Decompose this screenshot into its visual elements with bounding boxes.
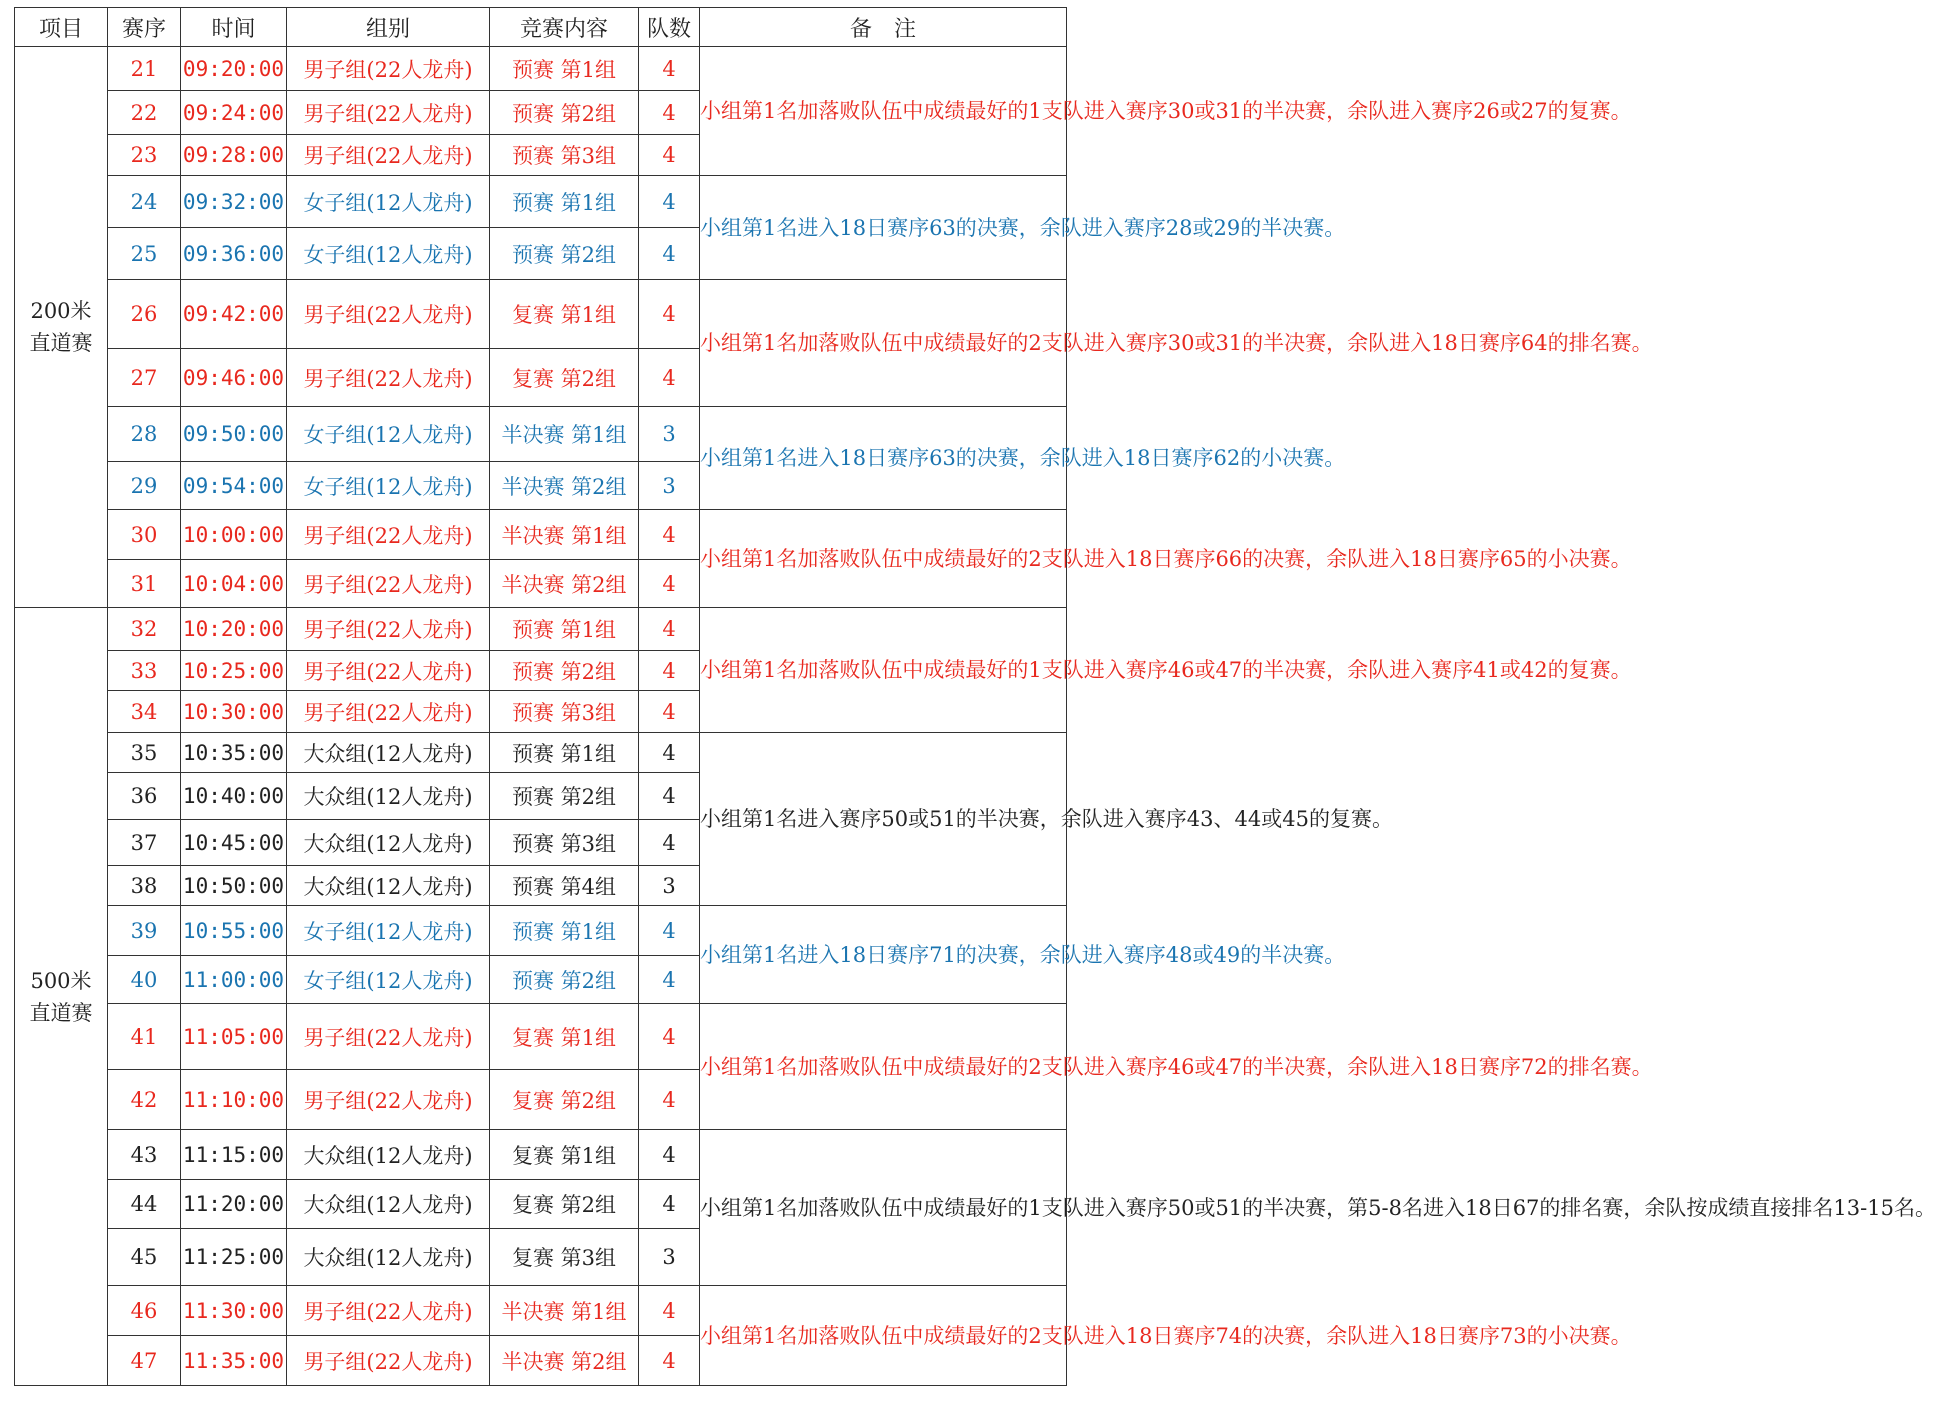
schedule-table [14, 7, 1936, 1386]
content-cell: 复赛 第2组 [490, 1070, 639, 1130]
seq-cell: 40 [108, 956, 181, 1004]
teams-cell: 4 [639, 820, 700, 866]
teams-cell: 4 [639, 651, 700, 691]
time-cell: 09:24:00 [181, 91, 287, 135]
content-cell: 复赛 第2组 [490, 1180, 639, 1229]
content-cell: 复赛 第1组 [490, 1004, 639, 1070]
note-cell: 小组第1名加落败队伍中成绩最好的2支队进入18日赛序66的决赛，余队进入18日赛序65的小决赛。 [700, 510, 1067, 608]
group-cell: 女子组(12人龙舟) [287, 407, 490, 462]
table-row [15, 47, 1067, 91]
content-cell: 复赛 第3组 [490, 1229, 639, 1286]
group-cell: 男子组(22人龙舟) [287, 349, 490, 407]
content-cell: 复赛 第1组 [490, 280, 639, 349]
time-cell: 10:55:00 [181, 906, 287, 956]
group-cell: 女子组(12人龙舟) [287, 906, 490, 956]
note-cell: 小组第1名加落败队伍中成绩最好的2支队进入赛序30或31的半决赛，余队进入18日赛序64的排名赛。 [700, 280, 1067, 407]
seq-cell: 22 [108, 91, 181, 135]
header-row [15, 8, 1067, 47]
teams-cell: 4 [639, 1070, 700, 1130]
time-cell: 10:25:00 [181, 651, 287, 691]
time-cell: 10:04:00 [181, 560, 287, 608]
teams-cell: 4 [639, 280, 700, 349]
group-cell: 女子组(12人龙舟) [287, 462, 490, 510]
time-cell: 10:20:00 [181, 608, 287, 651]
content-cell: 复赛 第1组 [490, 1130, 639, 1180]
section-500m: 500米 直道赛 [15, 608, 108, 1386]
seq-cell: 33 [108, 651, 181, 691]
time-cell: 09:20:00 [181, 47, 287, 91]
group-cell: 男子组(22人龙舟) [287, 1286, 490, 1336]
note-cell: 小组第1名加落败队伍中成绩最好的2支队进入赛序46或47的半决赛，余队进入18日赛序72的排名赛。 [700, 1004, 1067, 1130]
time-cell: 11:20:00 [181, 1180, 287, 1229]
seq-cell: 28 [108, 407, 181, 462]
time-cell: 09:32:00 [181, 176, 287, 228]
teams-cell: 3 [639, 866, 700, 906]
teams-cell: 4 [639, 906, 700, 956]
table-row [15, 407, 1067, 462]
note-cell: 小组第1名进入18日赛序63的决赛，余队进入18日赛序62的小决赛。 [700, 407, 1067, 510]
seq-cell: 41 [108, 1004, 181, 1070]
content-cell: 预赛 第1组 [490, 906, 639, 956]
note-cell: 小组第1名加落败队伍中成绩最好的2支队进入18日赛序74的决赛，余队进入18日赛序73的小决赛。 [700, 1286, 1067, 1386]
teams-cell: 4 [639, 1004, 700, 1070]
teams-cell: 4 [639, 560, 700, 608]
group-cell: 女子组(12人龙舟) [287, 956, 490, 1004]
teams-cell: 4 [639, 1336, 700, 1386]
content-cell: 预赛 第1组 [490, 176, 639, 228]
group-cell: 大众组(12人龙舟) [287, 773, 490, 820]
group-cell: 女子组(12人龙舟) [287, 228, 490, 280]
group-cell: 大众组(12人龙舟) [287, 820, 490, 866]
seq-cell: 39 [108, 906, 181, 956]
content-cell: 预赛 第1组 [490, 47, 639, 91]
header-notes: 备 注 [700, 8, 1067, 47]
seq-cell: 30 [108, 510, 181, 560]
seq-cell: 25 [108, 228, 181, 280]
seq-cell: 42 [108, 1070, 181, 1130]
time-cell: 09:42:00 [181, 280, 287, 349]
table-row [15, 1286, 1067, 1336]
group-cell: 女子组(12人龙舟) [287, 176, 490, 228]
time-cell: 11:15:00 [181, 1130, 287, 1180]
section-200m: 200米 直道赛 [15, 47, 108, 608]
table-row [15, 1004, 1067, 1070]
content-cell: 预赛 第3组 [490, 135, 639, 176]
seq-cell: 36 [108, 773, 181, 820]
teams-cell: 4 [639, 1180, 700, 1229]
time-cell: 11:10:00 [181, 1070, 287, 1130]
table-row [15, 510, 1067, 560]
table-row [15, 608, 1067, 651]
group-cell: 大众组(12人龙舟) [287, 1130, 490, 1180]
table-row [15, 733, 1067, 773]
seq-cell: 34 [108, 691, 181, 733]
group-cell: 男子组(22人龙舟) [287, 608, 490, 651]
group-cell: 男子组(22人龙舟) [287, 135, 490, 176]
teams-cell: 4 [639, 1130, 700, 1180]
note-cell: 小组第1名加落败队伍中成绩最好的1支队进入赛序30或31的半决赛，余队进入赛序26或27的复赛。 [700, 47, 1067, 176]
teams-cell: 4 [639, 349, 700, 407]
time-cell: 10:45:00 [181, 820, 287, 866]
teams-cell: 4 [639, 608, 700, 651]
content-cell: 预赛 第1组 [490, 733, 639, 773]
group-cell: 大众组(12人龙舟) [287, 1229, 490, 1286]
group-cell: 男子组(22人龙舟) [287, 651, 490, 691]
teams-cell: 3 [639, 462, 700, 510]
teams-cell: 4 [639, 91, 700, 135]
content-cell: 预赛 第4组 [490, 866, 639, 906]
seq-cell: 31 [108, 560, 181, 608]
teams-cell: 4 [639, 135, 700, 176]
note-cell: 小组第1名进入18日赛序71的决赛，余队进入赛序48或49的半决赛。 [700, 906, 1067, 1004]
time-cell: 10:50:00 [181, 866, 287, 906]
content-cell: 半决赛 第1组 [490, 510, 639, 560]
note-cell: 小组第1名加落败队伍中成绩最好的1支队进入赛序50或51的半决赛，第5-8名进入18日67的排名赛，余队按成绩直接排名13-15名。 [700, 1130, 1067, 1286]
group-cell: 男子组(22人龙舟) [287, 280, 490, 349]
teams-cell: 4 [639, 956, 700, 1004]
seq-cell: 29 [108, 462, 181, 510]
time-cell: 11:00:00 [181, 956, 287, 1004]
teams-cell: 3 [639, 407, 700, 462]
note-cell: 小组第1名进入赛序50或51的半决赛，余队进入赛序43、44或45的复赛。 [700, 733, 1067, 906]
time-cell: 11:05:00 [181, 1004, 287, 1070]
content-cell: 预赛 第1组 [490, 608, 639, 651]
table-row [15, 280, 1067, 349]
group-cell: 男子组(22人龙舟) [287, 47, 490, 91]
time-cell: 11:25:00 [181, 1229, 287, 1286]
seq-cell: 26 [108, 280, 181, 349]
group-cell: 男子组(22人龙舟) [287, 1004, 490, 1070]
seq-cell: 27 [108, 349, 181, 407]
time-cell: 09:46:00 [181, 349, 287, 407]
time-cell: 10:00:00 [181, 510, 287, 560]
teams-cell: 4 [639, 1286, 700, 1336]
header-teams: 队数 [639, 8, 700, 47]
teams-cell: 4 [639, 176, 700, 228]
content-cell: 预赛 第3组 [490, 820, 639, 866]
time-cell: 09:54:00 [181, 462, 287, 510]
header-group: 组别 [287, 8, 490, 47]
group-cell: 男子组(22人龙舟) [287, 1070, 490, 1130]
content-cell: 预赛 第2组 [490, 228, 639, 280]
note-cell: 小组第1名进入18日赛序63的决赛，余队进入赛序28或29的半决赛。 [700, 176, 1067, 280]
group-cell: 男子组(22人龙舟) [287, 1336, 490, 1386]
content-cell: 半决赛 第1组 [490, 407, 639, 462]
teams-cell: 4 [639, 228, 700, 280]
time-cell: 10:40:00 [181, 773, 287, 820]
seq-cell: 21 [108, 47, 181, 91]
content-cell: 预赛 第2组 [490, 91, 639, 135]
group-cell: 大众组(12人龙舟) [287, 1180, 490, 1229]
teams-cell: 4 [639, 691, 700, 733]
seq-cell: 44 [108, 1180, 181, 1229]
header-seq: 赛序 [108, 8, 181, 47]
content-cell: 预赛 第2组 [490, 651, 639, 691]
group-cell: 男子组(22人龙舟) [287, 560, 490, 608]
note-cell: 小组第1名加落败队伍中成绩最好的1支队进入赛序46或47的半决赛，余队进入赛序41或42的复赛。 [700, 608, 1067, 733]
content-cell: 半决赛 第2组 [490, 462, 639, 510]
time-cell: 10:30:00 [181, 691, 287, 733]
content-cell: 预赛 第3组 [490, 691, 639, 733]
time-cell: 09:36:00 [181, 228, 287, 280]
header-time: 时间 [181, 8, 287, 47]
seq-cell: 45 [108, 1229, 181, 1286]
time-cell: 09:28:00 [181, 135, 287, 176]
content-cell: 半决赛 第2组 [490, 1336, 639, 1386]
content-cell: 半决赛 第1组 [490, 1286, 639, 1336]
seq-cell: 47 [108, 1336, 181, 1386]
group-cell: 男子组(22人龙舟) [287, 510, 490, 560]
time-cell: 10:35:00 [181, 733, 287, 773]
group-cell: 男子组(22人龙舟) [287, 91, 490, 135]
seq-cell: 32 [108, 608, 181, 651]
teams-cell: 4 [639, 47, 700, 91]
seq-cell: 35 [108, 733, 181, 773]
teams-cell: 4 [639, 733, 700, 773]
seq-cell: 24 [108, 176, 181, 228]
table-row [15, 906, 1067, 956]
content-cell: 半决赛 第2组 [490, 560, 639, 608]
time-cell: 11:30:00 [181, 1286, 287, 1336]
table-row [15, 176, 1067, 228]
table-row [15, 1130, 1067, 1180]
seq-cell: 23 [108, 135, 181, 176]
seq-cell: 38 [108, 866, 181, 906]
group-cell: 大众组(12人龙舟) [287, 866, 490, 906]
content-cell: 预赛 第2组 [490, 956, 639, 1004]
teams-cell: 4 [639, 510, 700, 560]
teams-cell: 4 [639, 773, 700, 820]
teams-cell: 3 [639, 1229, 700, 1286]
time-cell: 09:50:00 [181, 407, 287, 462]
seq-cell: 46 [108, 1286, 181, 1336]
content-cell: 预赛 第2组 [490, 773, 639, 820]
content-cell: 复赛 第2组 [490, 349, 639, 407]
time-cell: 11:35:00 [181, 1336, 287, 1386]
header-content: 竞赛内容 [490, 8, 639, 47]
seq-cell: 37 [108, 820, 181, 866]
group-cell: 男子组(22人龙舟) [287, 691, 490, 733]
seq-cell: 43 [108, 1130, 181, 1180]
group-cell: 大众组(12人龙舟) [287, 733, 490, 773]
header-project: 项目 [15, 8, 108, 47]
